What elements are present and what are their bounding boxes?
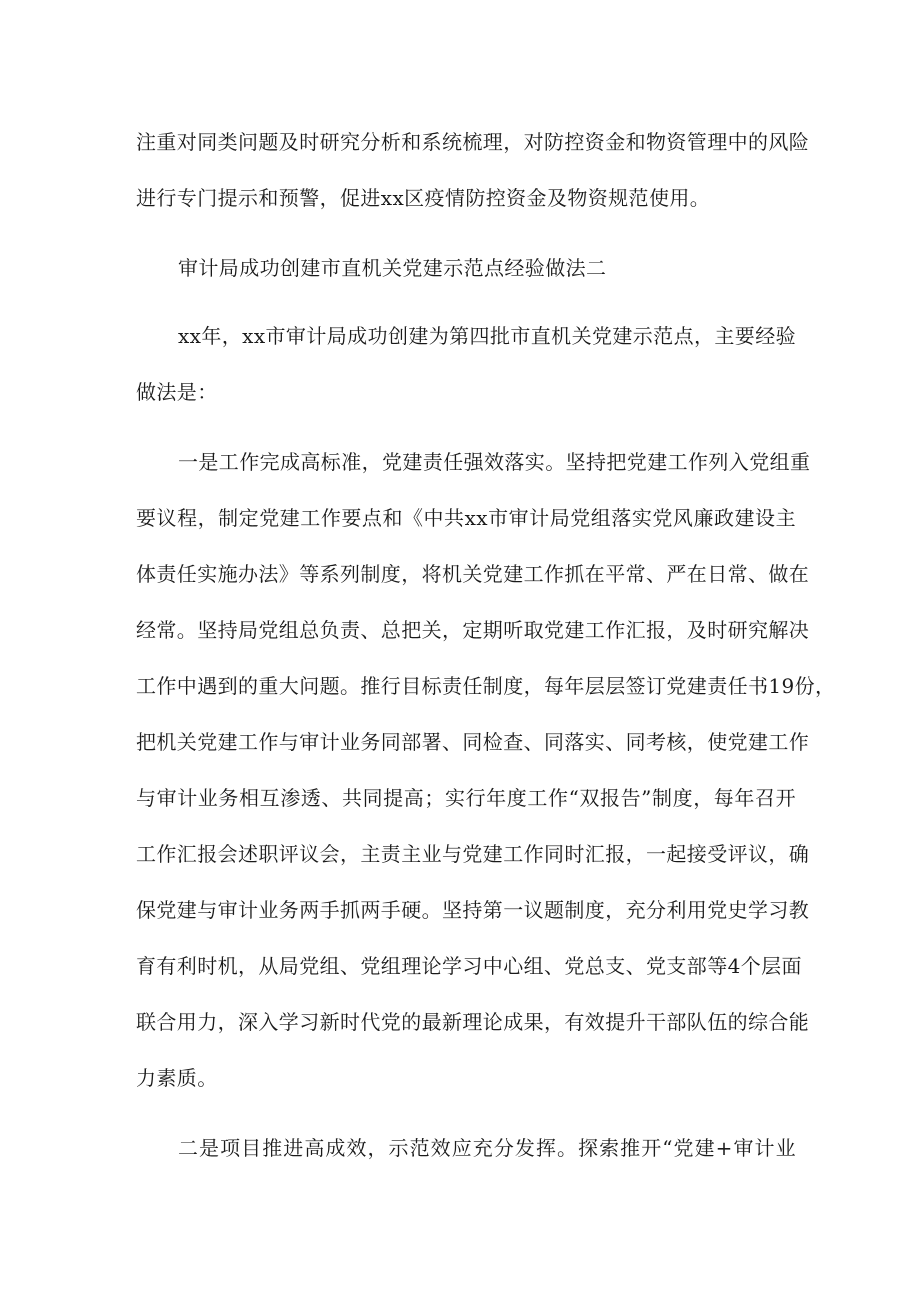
paragraph-line: 育有利时机，从局党组、党组理论学习中心组、党总支、党支部等4个层面 bbox=[136, 954, 802, 978]
paragraph-line: 联合用力，深入学习新时代党的最新理论成果，有效提升干部队伍的综合能 bbox=[136, 1010, 810, 1034]
paragraph-line: 工作汇报会述职评议会，主责主业与党建工作同时汇报，一起接受评议，确 bbox=[136, 842, 810, 866]
paragraph-line: 与审计业务相互渗透、共同提高；实行年度工作“双报告”制度，每年召开 bbox=[136, 786, 796, 810]
paragraph-line: 体责任实施办法》等系列制度，将机关党建工作抓在平常、严在日常、做在 bbox=[136, 562, 810, 586]
paragraph-line: 力素质。 bbox=[136, 1066, 218, 1090]
paragraph-line: 进行专门提示和预警，促进xx区疫情防控资金及物资规范使用。 bbox=[136, 186, 711, 210]
paragraph-line: 二是项目推进高成效，示范效应充分发挥。探索推开“党建+审计业 bbox=[178, 1136, 796, 1160]
paragraph-line: 一是工作完成高标准，党建责任强效落实。坚持把党建工作列入党组重 bbox=[178, 450, 811, 474]
paragraph-line: 注重对同类问题及时研究分析和系统梳理，对防控资金和物资管理中的风险 bbox=[136, 130, 810, 154]
section-heading: 审计局成功创建市直机关党建示范点经验做法二 bbox=[178, 256, 607, 280]
paragraph-line: 把机关党建工作与审计业务同部署、同检查、同落实、同考核，使党建工作 bbox=[136, 730, 810, 754]
paragraph-line: 要议程，制定党建工作要点和《中共xx市审计局党组落实党风廉政建设主 bbox=[136, 506, 796, 530]
paragraph-line: 保党建与审计业务两手抓两手硬。坚持第一议题制度，充分利用党史学习教 bbox=[136, 898, 810, 922]
paragraph-line: xx年，xx市审计局成功创建为第四批市直机关党建示范点，主要经验 bbox=[178, 324, 796, 348]
paragraph-line: 工作中遇到的重大问题。推行目标责任制度，每年层层签订党建责任书19份， bbox=[136, 674, 836, 698]
paragraph-line: 做法是： bbox=[136, 380, 218, 404]
paragraph-line: 经常。坚持局党组总负责、总把关，定期听取党建工作汇报，及时研究解决 bbox=[136, 618, 810, 642]
